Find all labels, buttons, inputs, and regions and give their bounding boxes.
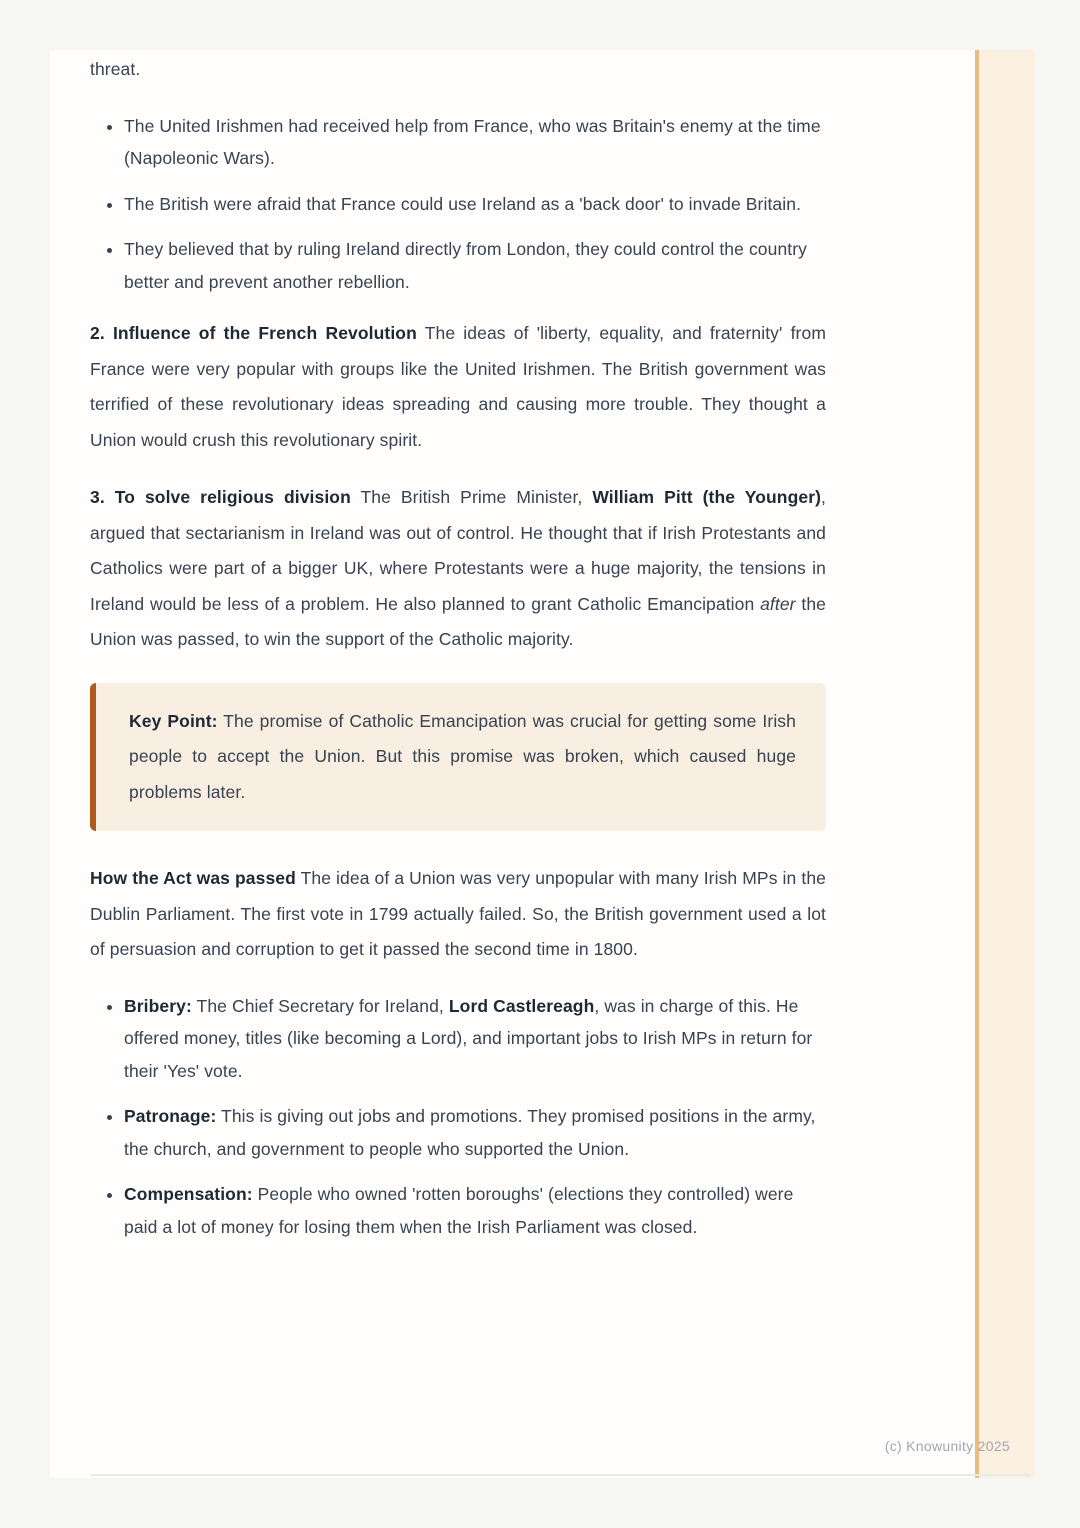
- french-revolution-paragraph: [90, 316, 826, 458]
- paragraph-text: The British Prime Minister,: [350, 487, 593, 507]
- key-point-label: Key Point:: [129, 710, 218, 731]
- list-item-text: , was in charge of this. He offered money, titles (like becoming a Lord), and important jobs to Irish MPs in return for their 'Yes' vote.: [124, 995, 813, 1081]
- list-item: [124, 110, 826, 175]
- list-item-text: They believed that by ruling Ireland directly from London, they could control the country better and prevent another rebellion.: [124, 239, 808, 292]
- list-item-text: The United Irishmen had received help from France, who was Britain's enemy at the time (Napoleonic Wars).: [124, 115, 821, 168]
- paragraph-text: The idea of a Union was very unpopular with many Irish MPs in the Dublin Parliament. The first vote in 1799 actually failed. So, the British government used a lot of persuasion and corruption to get it passed the second time in 1800.: [90, 868, 826, 959]
- list-item-text: This is giving out jobs and promotions. They promised positions in the army, the church, and government to people who supported the Union.: [124, 1106, 816, 1159]
- paragraph-text: , argued that sectarianism in Ireland was out of control. He thought that if Irish Protestants and Catholics were part of a bigger UK, where Protestants were a huge majority, the tensions in Ireland would be less of a problem. He also planned to grant Catholic Emancipation: [90, 487, 826, 614]
- methods-list: [90, 990, 826, 1244]
- after-italic-text: after: [760, 593, 796, 614]
- bullet-label: Bribery:: [124, 995, 192, 1016]
- list-item: [124, 233, 826, 298]
- reasons-list: [90, 110, 826, 299]
- section-heading: 3. To solve religious division: [90, 487, 351, 507]
- list-item-text: The Chief Secretary for Ireland,: [191, 995, 449, 1016]
- list-item-text: People who owned 'rotten boroughs' (elections they controlled) were paid a lot of money for losing them when the Irish Parliament was closed.: [124, 1184, 794, 1237]
- list-item: [124, 1178, 826, 1243]
- paragraph-text: the Union was passed, to win the support of the Catholic majority.: [90, 593, 826, 649]
- bullet-label: Compensation:: [124, 1184, 253, 1204]
- act-passed-paragraph: [90, 861, 826, 968]
- document-content: [90, 52, 826, 1243]
- list-item: [124, 188, 826, 221]
- intro-text-span: threat.: [90, 59, 141, 79]
- copyright-watermark: (c) Knowunity 2025: [884, 1438, 1010, 1454]
- section-heading: How the Act was passed: [90, 868, 296, 888]
- religious-division-paragraph: [90, 480, 826, 658]
- castlereagh-bold-text: Lord Castlereagh: [448, 995, 595, 1016]
- page-bottom-divider: [90, 1474, 1030, 1476]
- bullet-label: Patronage:: [124, 1106, 217, 1126]
- intro-text: [90, 52, 826, 88]
- pitt-bold-text: William Pitt (the Younger): [592, 487, 822, 507]
- key-point-box: [90, 683, 826, 832]
- list-item: [124, 1100, 826, 1165]
- side-accent-strip: [975, 50, 1035, 1478]
- list-item-text: The British were afraid that France could use Ireland as a 'back door' to invade Britain.: [124, 193, 802, 214]
- list-item: [124, 990, 826, 1088]
- paragraph-text: The ideas of 'liberty, equality, and fraternity' from France were very popular with groups like the United Irishmen. The British government was terrified of these revolutionary ideas spreading and causing more trouble. They thought a Union would crush this revolutionary spirit.: [90, 323, 826, 450]
- key-point-text: The promise of Catholic Emancipation was crucial for getting some Irish people to accept the Union. But this promise was broken, which caused huge problems later.: [129, 710, 796, 802]
- section-heading: 2. Influence of the French Revolution: [90, 323, 417, 343]
